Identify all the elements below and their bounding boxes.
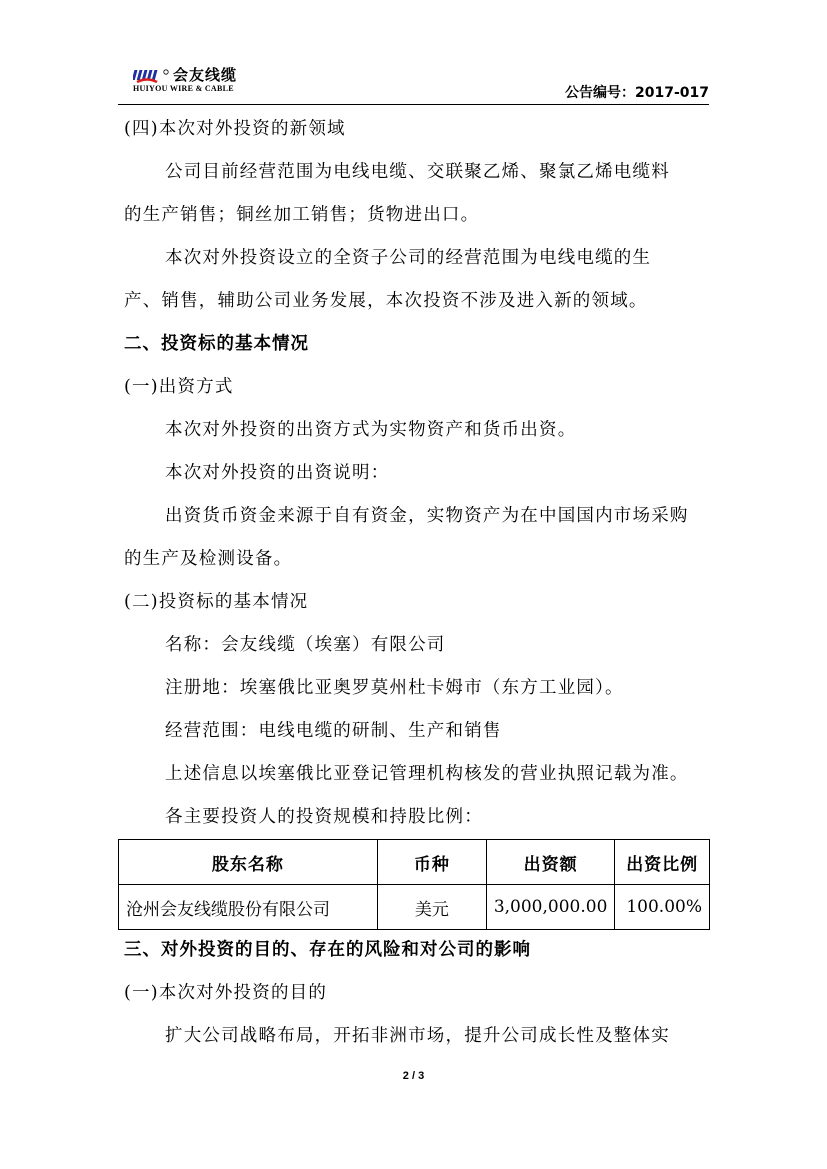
logo-english-name: HUIYOU WIRE & CABLE bbox=[133, 84, 234, 93]
subsection-heading: (一)本次对外投资的目的 bbox=[124, 983, 328, 1003]
section-title-2: 二、投资标的基本情况 bbox=[124, 334, 309, 354]
paragraph-line: 本次对外投资的出资方式为实物资产和货币出资。 bbox=[165, 420, 577, 440]
column-header: 币种 bbox=[377, 840, 486, 885]
paragraph-line: 各主要投资人的投资规模和持股比例： bbox=[165, 807, 483, 827]
table-cell: 美元 bbox=[377, 885, 486, 930]
company-logo bbox=[133, 68, 283, 98]
table-cell: 3,000,000.00 bbox=[486, 885, 615, 930]
column-header: 出资额 bbox=[486, 840, 615, 885]
paragraph-line: 扩大公司战略布局，开拓非洲市场，提升公司成长性及整体实 bbox=[165, 1026, 670, 1046]
paragraph-line: 本次对外投资设立的全资子公司的经营范围为电线电缆的生 bbox=[165, 248, 652, 268]
paragraph-line: 注册地：埃塞俄比亚奥罗莫州杜卡姆市（东方工业园）。 bbox=[165, 678, 624, 698]
subsection-heading: (二)投资标的基本情况 bbox=[124, 592, 309, 612]
paragraph-line: 的生产销售；铜丝加工销售；货物进出口。 bbox=[124, 205, 480, 225]
paragraph-line: 名称：会友线缆（埃塞）有限公司 bbox=[165, 635, 446, 655]
announcement-number: 公告编号：2017-017 bbox=[565, 85, 709, 101]
paragraph-line: 本次对外投资的出资说明： bbox=[165, 463, 390, 483]
paragraph-line: 上述信息以埃塞俄比亚登记管理机构核发的营业执照记载为准。 bbox=[165, 764, 689, 784]
paragraph-line: 经营范围：电线电缆的研制、生产和销售 bbox=[165, 721, 502, 741]
paragraph-line: 的生产及检测设备。 bbox=[124, 549, 293, 569]
table-cell: 100.00% bbox=[615, 885, 710, 930]
section-title-3: 三、对外投资的目的、存在的风险和对公司的影响 bbox=[124, 940, 531, 960]
subsection-heading: (一)出资方式 bbox=[124, 377, 234, 397]
header-rule bbox=[118, 104, 709, 105]
column-header: 股东名称 bbox=[119, 840, 378, 885]
column-header: 出资比例 bbox=[615, 840, 710, 885]
table-row bbox=[119, 885, 710, 930]
paragraph-line: 公司目前经营范围为电线电缆、交联聚乙烯、聚氯乙烯电缆料 bbox=[165, 162, 670, 182]
table-header-row bbox=[119, 840, 710, 885]
page-number: 2 / 3 bbox=[402, 1070, 425, 1082]
paragraph-line: 出资货币资金来源于自有资金，实物资产为在中国国内市场采购 bbox=[165, 506, 689, 526]
paragraph-line: 产、销售，辅助公司业务发展，本次投资不涉及进入新的领域。 bbox=[124, 291, 648, 311]
investor-table bbox=[118, 839, 710, 930]
section-heading-4: (四)本次对外投资的新领域 bbox=[124, 119, 346, 139]
table-cell: 沧州会友线缆股份有限公司 bbox=[119, 885, 378, 930]
logo-chinese-name: 会友线缆 bbox=[173, 66, 238, 84]
